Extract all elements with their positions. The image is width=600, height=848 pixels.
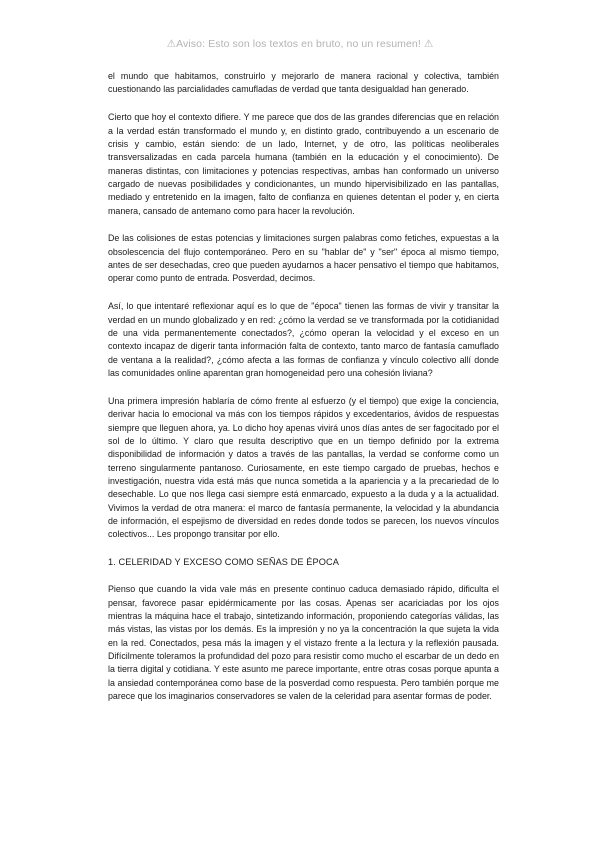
section-heading: 1. CELERIDAD Y EXCESO COMO SEÑAS DE ÉPOCA: [108, 557, 339, 568]
paragraph: Una primera impresión hablaría de cómo frente al esfuerzo (y el tiempo) que exige la conciencia, derivar hacia lo emocional va más con los tiempos rápidos y excedentarios, ávidos de respuestas siempre que lleguen ahora, ya. Lo dicho hoy apenas vivirá unos días antes de ser fagocitado por el sol de lo último. Y claro que resulta descriptivo que en un tiempo definido por la extrema disponibilidad de información y datos a través de las pantallas, la verdad se conforme como un terreno singularmente pantanoso. Curiosamente, en este tiempo cargado de pruebas, hechos e investigación, nuestra vida está más que nunca sometida a la apariencia y a la precariedad de lo desechable. Lo que nos llega casi siempre está enmarcado, expuesto a la duda y a la actualidad. Vivimos la verdad de otra manera: el marco de fantasía permanente, la velocidad y la abundancia de información, el espejismo de diversidad en redes donde todos se parecen, los nuevos vínculos colectivos... Les propongo transitar por ello.: [108, 395, 499, 540]
paragraph: el mundo que habitamos, construirlo y mejorarlo de manera racional y colectiva, también cuestionando las parcialidades camufladas de verdad que tanta desigualdad han generado.: [108, 71, 499, 95]
paragraph: Pienso que cuando la vida vale más en presente continuo caduca demasiado rápido, dificulta el pensar, favorece pasar epidérmicamente por las cosas. Apenas ser acariciadas por los ojos mientras la máquina hace el trabajo, sintetizando información, proponiendo categorías válidas, las más vistas, las vistas por los demás. Es la impresión y no ya la concentración la que sujeta la vida en la red. Conectados, pesa más la imagen y el vistazo frente a la lectura y la reflexión pausada. Difícilmente toleramos la profundidad del pozo para resistir como mucho el escarbar de un dedo en la tierra digital y cotidiana. Y este asunto me parece importante, entre otras cosas porque apunta a la ansiedad contemporánea como base de la posverdad como respuesta. Pero también porque me parece que los imaginarios conservadores se valen de la celeridad para asentar formas de poder.: [108, 584, 499, 701]
paragraph: Así, lo que intentaré reflexionar aquí es lo que de "época" tienen las formas de vivir y transitar la verdad en un mundo globalizado y en red: ¿cómo la verdad se ve transformada por la cotidianidad de una vida permanentemente conectados?, ¿cómo operan la velocidad y el exceso en un contexto incapaz de digerir tanta información falta de contexto, tanto marco de fantasía camuflado de ventana a la realidad?, ¿cómo afecta a las formas de confianza y vínculo colectivo allí donde las comunidades online aparentan gran homogeneidad pero una cohesión liviana?: [108, 301, 499, 379]
document-page: [108, 70, 499, 718]
paragraph: De las colisiones de estas potencias y limitaciones surgen palabras como fetiches, expuestas a la obsolescencia del flujo contemporáneo. Pero en su "hablar de" y "ser" época al mismo tiempo, antes de ser desechadas, creo que pueden ayudarnos a hacer pensativo el tiempo que habitamos, operar como punto de entrada. Posverdad, decimos.: [108, 233, 499, 284]
raw-text-notice: ⚠Aviso: Esto son los textos en bruto, no un resumen! ⚠: [166, 38, 434, 50]
paragraph: Cierto que hoy el contexto difiere. Y me parece que dos de las grandes diferencias que en relación a la verdad están transformado el mundo y, en distinto grado, contribuyendo a un escenario de crisis y cambio, están siendo: de un lado, Internet, y de otro, las políticas neoliberales transversalizadas en cada parcela humana (también en la educación y el conocimiento). De maneras distintas, con limitaciones y potencias respectivas, ambas han conformado un universo cargado de nuevas posibilidades y condicionantes, un mundo hipervisibilizado en las pantallas, mediado y entretenido en la imagen, falto de confianza en quienes detentan el poder y, en cierta manera, cansado de antemano como para hacer la revolución.: [108, 112, 499, 216]
